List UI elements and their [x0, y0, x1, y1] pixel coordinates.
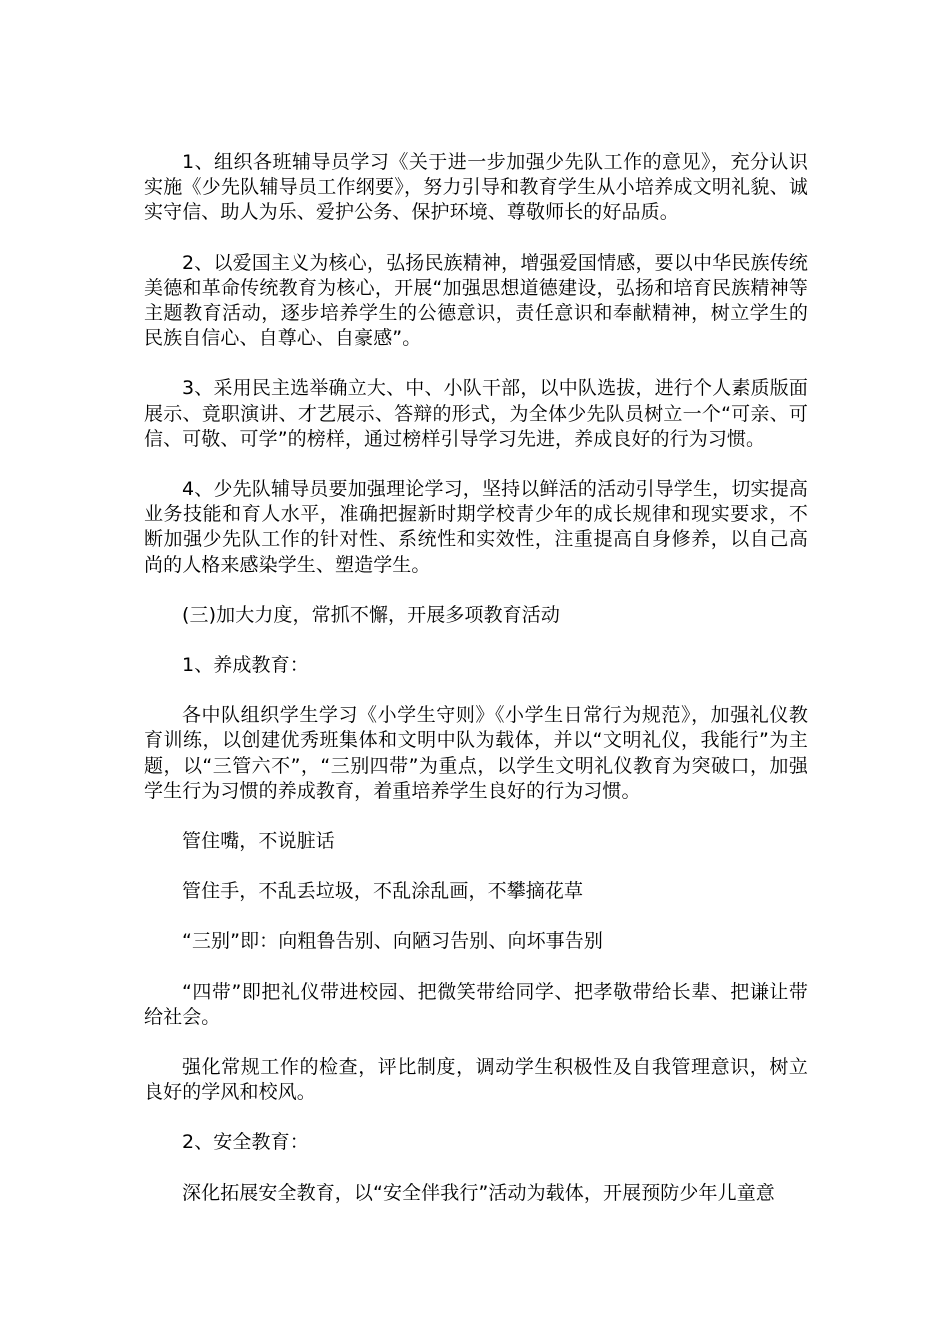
paragraph-safety-body: 深化拓展安全教育，以“安全伴我行”活动为载体，开展预防少年儿童意	[182, 1181, 775, 1204]
rule-hands: 管住手，不乱丢垃圾，不乱涂乱画，不攀摘花草	[182, 880, 584, 903]
paragraph-inspection: 强化常规工作的检查，评比制度，调动学生积极性及自我管理意识，树立良好的学风和校风。	[144, 1056, 808, 1104]
paragraph-item-1: 1、组织各班辅导员学习《关于进一步加强少先队工作的意见》，充分认识实施《少先队辅导员工作纲要》，努力引导和教育学生从小培养成文明礼貌、诚实守信、助人为乐、爱护公务、保护环境、尊敬师长的好品质。	[144, 151, 808, 224]
paragraph-item-4: 4、少先队辅导员要加强理论学习，坚持以鲜活的活动引导学生，切实提高业务技能和育人水平，准确把握新时期学校青少年的成长规律和现实要求，不断加强少先队工作的针对性、系统性和实效性，注重提高自身修养，以自己高尚的人格来感染学生、塑造学生。	[144, 478, 808, 576]
subsection-heading-habits: 1、养成教育：	[182, 654, 309, 677]
document-body	[144, 150, 808, 1231]
paragraph-item-2: 2、以爱国主义为核心，弘扬民族精神，增强爱国情感，要以中华民族传统美德和革命传统教育为核心，开展“加强思想道德建设，弘扬和培育民族精神等主题教育活动，逐步培养学生的公德意识，责任意识和奉献精神，树立学生的民族自信心、自尊心、自豪感”。	[144, 251, 808, 350]
rule-mouth: 管住嘴，不说脏话	[182, 830, 335, 853]
rule-three-farewells: “三别”即：向粗鲁告别、向陋习告别、向坏事告别	[182, 930, 603, 953]
paragraph-item-3: 3、采用民主选举确立大、中、小队干部，以中队选拔，进行个人素质版面展示、竟职演讲、才艺展示、答辩的形式，为全体少先队员树立一个“可亲、可信、可敬、可学”的榜样，通过榜样引导学习先进，养成良好的行为习惯。	[144, 377, 808, 450]
section-heading: (三)加大力度，常抓不懈，开展多项教育活动	[182, 603, 560, 626]
paragraph-habits-body: 各中队组织学生学习《小学生守则》《小学生日常行为规范》，加强礼仪教育训练，以创建优秀班集体和文明中队为载体，并以“文明礼仪，我能行”为主题，以“三管六不”，“三别四带”为重点，以学生文明礼仪教育为突破口，加强学生行为习惯的养成教育，着重培养学生良好的行为习惯。	[144, 704, 808, 802]
subsection-heading-safety: 2、安全教育：	[182, 1131, 309, 1154]
rule-four-brings: “四带”即把礼仪带进校园、把微笑带给同学、把孝敬带给长辈、把谦让带给社会。	[144, 980, 808, 1028]
